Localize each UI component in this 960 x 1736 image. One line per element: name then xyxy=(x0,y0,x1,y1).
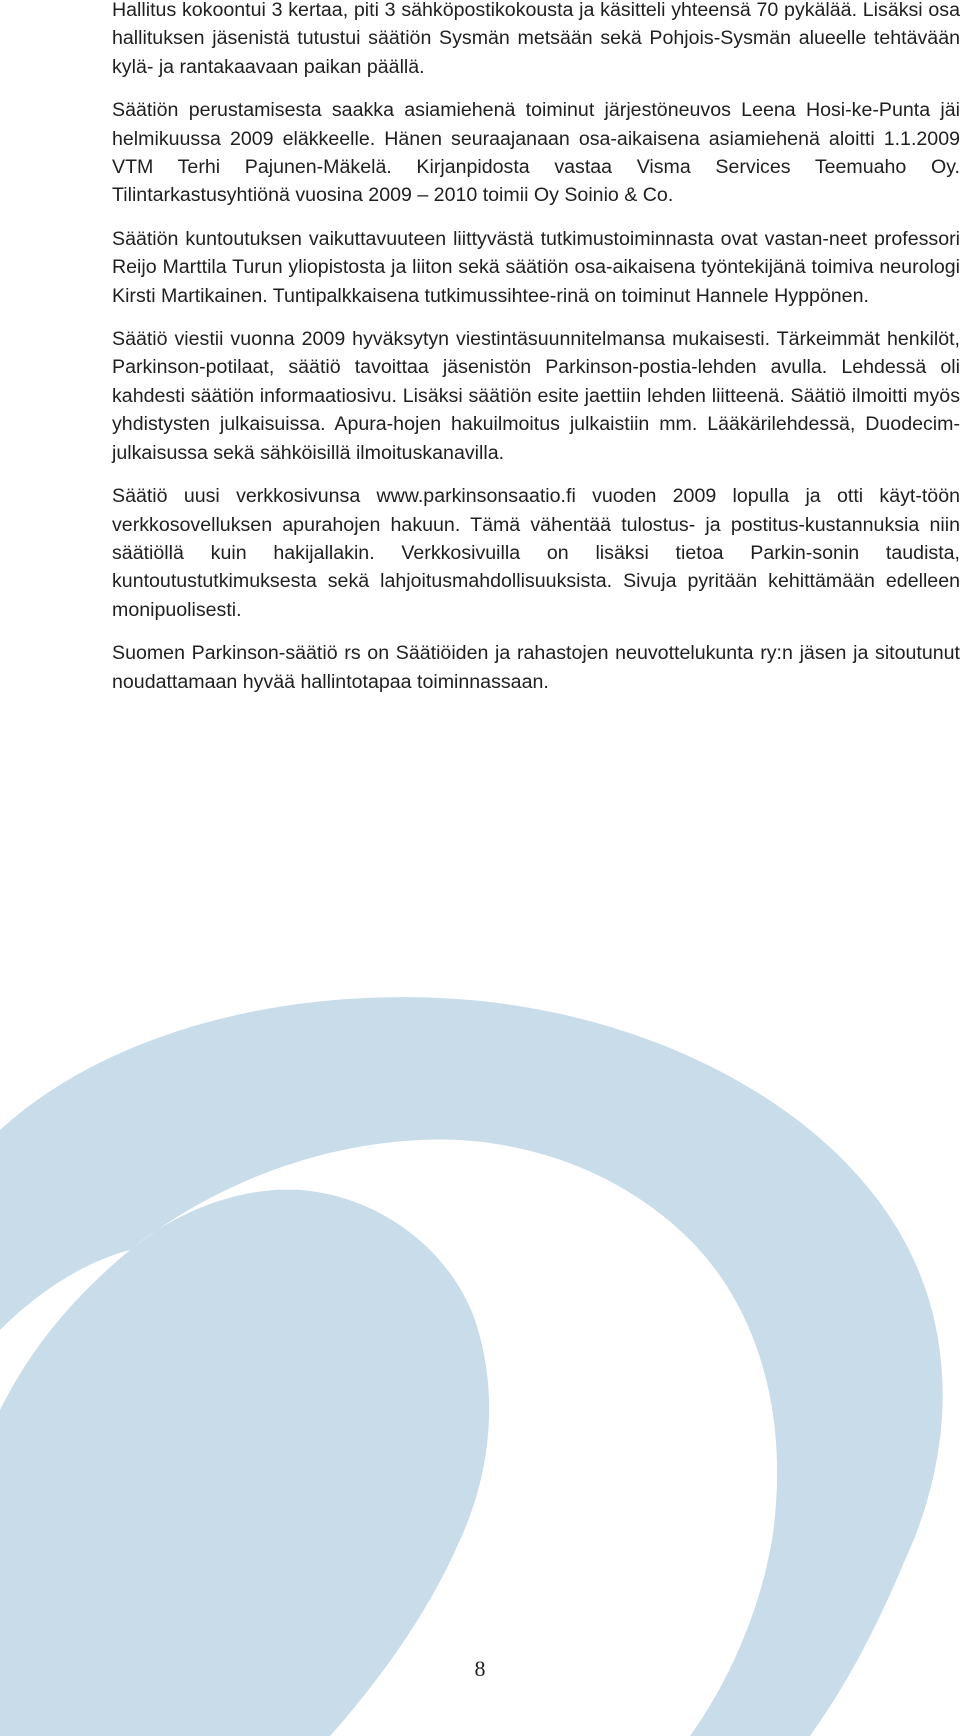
decorative-swirl-band xyxy=(0,997,943,1736)
body-text xyxy=(112,0,960,711)
paragraph-communication: Säätiö viestii vuonna 2009 hyväksytyn viestintäsuunnitelmansa mukaisesti. Tärkeimmät henkilöt, Parkinson-potilaat, säätiö tavoittaa jäsenistön Parkinson-postia-lehden avulla. Lehdessä oli kahdesti säätiön informaatiosivu. Lisäksi säätiön esite jaettiin lehden liitteenä. Säätiö ilmoitti myös yhdistysten julkaisuissa. Apura-hojen hakuilmoitus julkaistiin mm. Lääkärilehdessä, Duodecim-julkaisussa sekä sähköisillä ilmoituskanavilla. xyxy=(112,328,960,464)
paragraph-board-meetings: Hallitus kokoontui 3 kertaa, piti 3 sähköpostikokousta ja käsitteli yhteensä 70 pykälää. Lisäksi osa hallituksen jäsenistä tutustui säätiön Sysmän metsään sekä Pohjois-Sysmän alueelle tehtävään kylä- ja rantakaavaan paikan päällä. xyxy=(112,0,960,78)
page-number: 8 xyxy=(474,1656,486,1681)
paragraph-membership: Suomen Parkinson-säätiö rs on Säätiöiden ja rahastojen neuvottelukunta ry:n jäsen ja sitoutunut noudattamaan hyvää hallintotapaa toiminnassaan. xyxy=(112,642,960,693)
paragraph-website: Säätiö uusi verkkosivunsa www.parkinsonsaatio.fi vuoden 2009 lopulla ja otti käyt-töön verkkosovelluksen apurahojen hakuun. Tämä vähentää tulostus- ja postitus-kustannuksia niin säätiöllä kuin hakijallakin. Verkkosivuilla on lisäksi tietoa Parkin-sonin taudista, kuntoutustutkimuksesta sekä lahjoitusmahdollisuuksista. Sivuja pyritään kehittämään edelleen monipuolisesti. xyxy=(112,485,960,621)
paragraph-research: Säätiön kuntoutuksen vaikuttavuuteen liittyvästä tutkimustoiminnasta ovat vastan-neet professori Reijo Marttila Turun yliopistosta ja liiton sekä säätiön osa-aikaisena työntekijänä toimiva neurologi Kirsti Martikainen. Tuntipalkkaisena tutkimussihtee-rinä on toiminut Hannele Hyppönen. xyxy=(112,227,960,307)
paragraph-staff: Säätiön perustamisesta saakka asiamiehenä toiminut järjestöneuvos Leena Hosi-ke-Punta jäi helmikuussa 2009 eläkkeelle. Hänen seuraajanaan osa-aikaisena asiamiehenä aloitti 1.1.2009 VTM Terhi Pajunen-Mäkelä. Kirjanpidosta vastaa Visma Services Teemuaho Oy. Tilintarkastusyhtiönä vuosina 2009 – 2010 toimii Oy Soinio & Co. xyxy=(112,99,960,207)
